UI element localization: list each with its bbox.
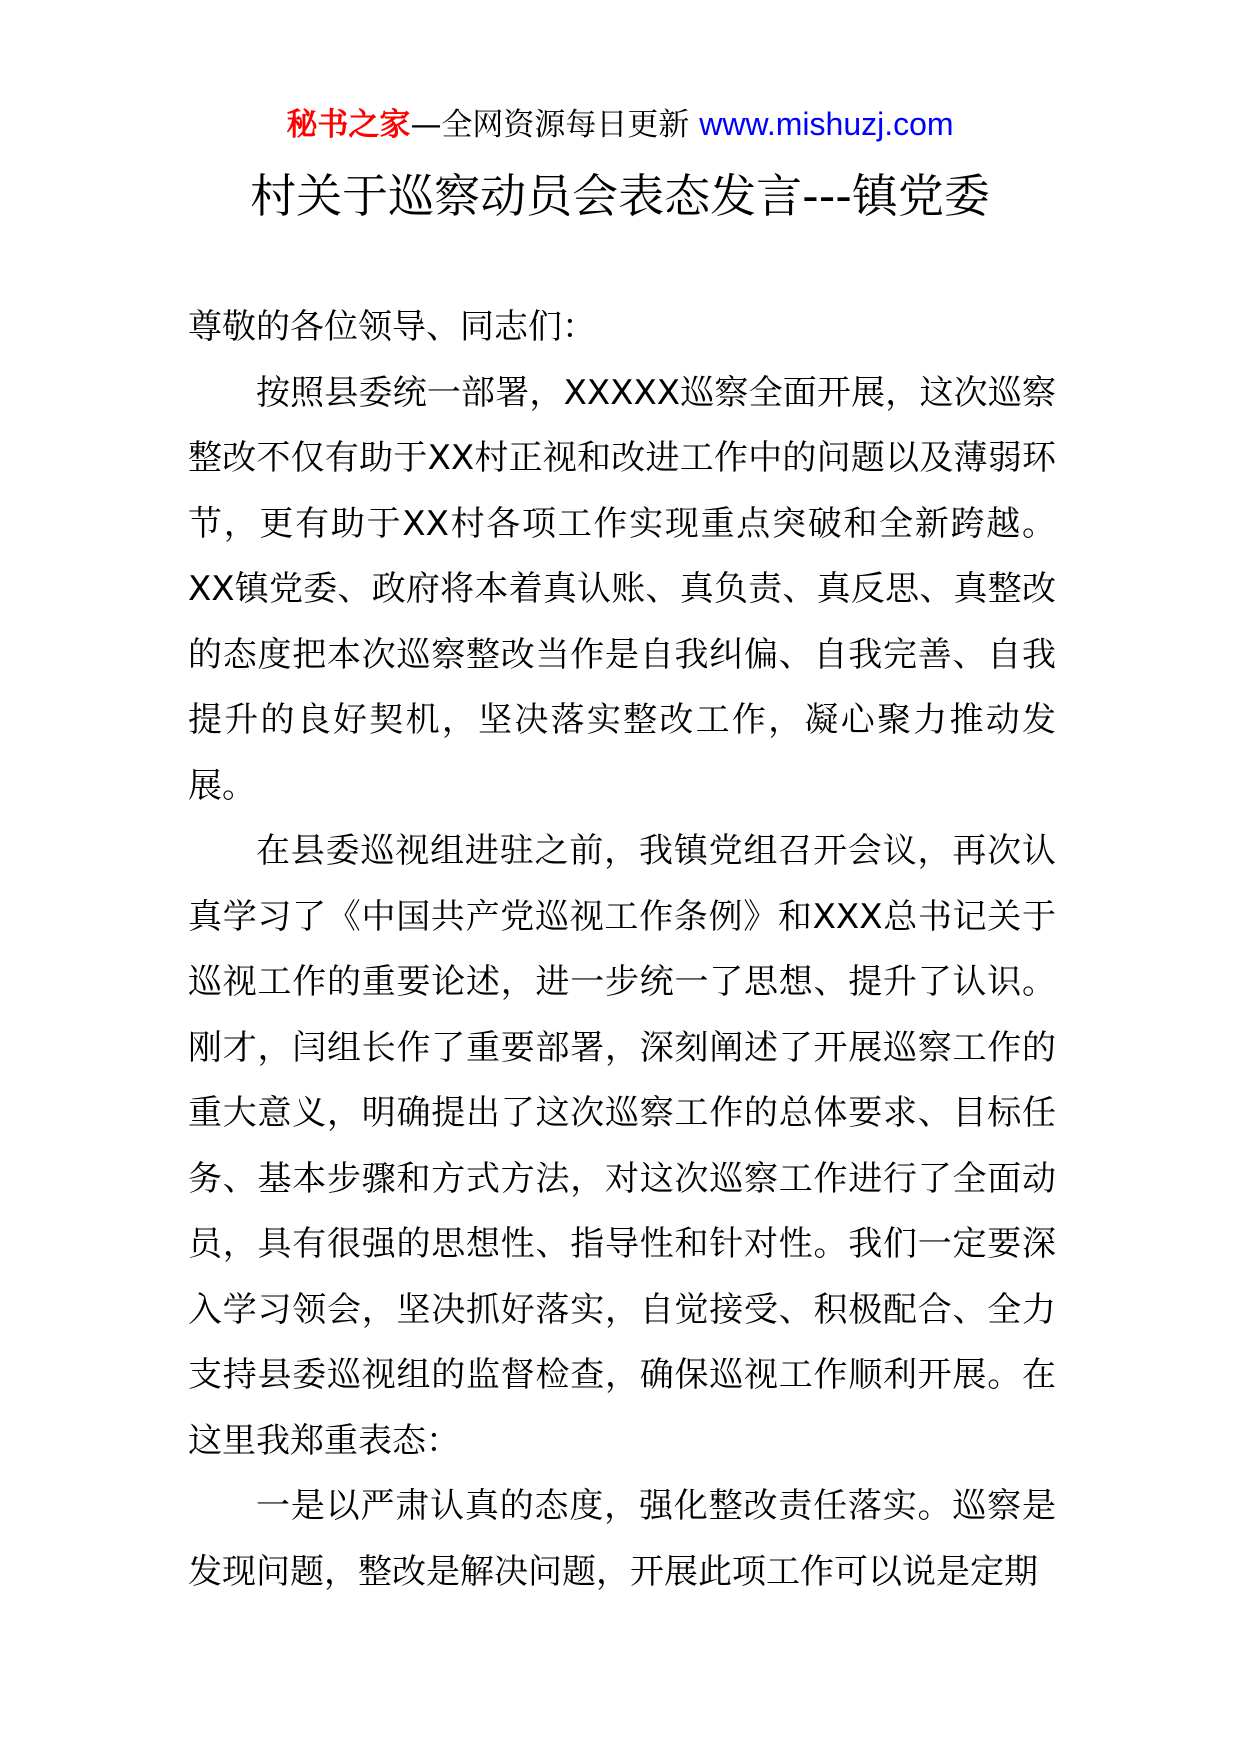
document-body	[188, 295, 1056, 1605]
header-tagline: —全网资源每日更新	[410, 107, 700, 143]
body-paragraph: 按照县委统一部署，XXXXX巡察全面开展，这次巡察整改不仅有助于XX村正视和改进工作中的问题以及薄弱环节，更有助于XX村各项工作实现重点突破和全新跨越。XX镇党委、政府将本着真认账、真负责、真反思、真整改的态度把本次巡察整改当作是自我纠偏、自我完善、自我提升的良好契机，坚决落实整改工作，凝心聚力推动发展。	[188, 372, 1056, 806]
brand-name: 秘书之家	[286, 107, 411, 143]
document-title: 村关于巡察动员会表态发言---镇党委	[250, 169, 990, 223]
site-header	[0, 102, 1240, 147]
body-paragraph: 在县委巡视组进驻之前，我镇党组召开会议，再次认真学习了《中国共产党巡视工作条例》和XXX总书记关于巡视工作的重要论述，进一步统一了思想、提升了认识。刚才，闫组长作了重要部署，深刻阐述了开展巡察工作的重大意义，明确提出了这次巡察工作的总体要求、目标任务、基本步骤和方式方法，对这次巡察工作进行了全面动员，具有很强的思想性、指导性和针对性。我们一定要深入学习领会，坚决抓好落实，自觉接受、积极配合、全力支持县委巡视组的监督检查，确保巡视工作顺利开展。在这里我郑重表态：	[188, 831, 1056, 1461]
salutation: 尊敬的各位领导、同志们：	[188, 307, 596, 347]
site-url[interactable]: www.mishuzj.com	[699, 106, 954, 142]
body-paragraph: 一是以严肃认真的态度，强化整改责任落实。巡察是发现问题，整改是解决问题，开展此项工作可以说是定期	[188, 1486, 1056, 1592]
